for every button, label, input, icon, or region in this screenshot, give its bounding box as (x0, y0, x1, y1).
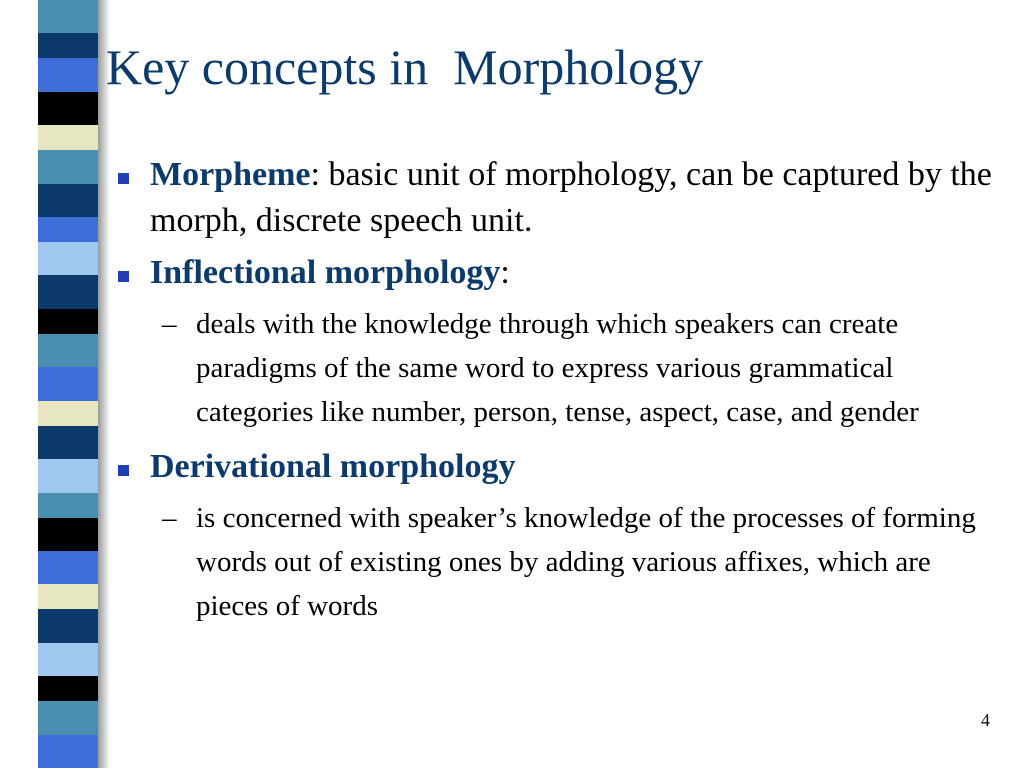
bullet-term: Inflectional morphology (150, 254, 501, 291)
decorative-color-strip (38, 0, 98, 768)
sub-item-text: deals with the knowledge through which speakers can create paradigms of the same word to express various grammatical categories like number, person, tense, aspect, case, and gender (196, 308, 919, 428)
strip-block (38, 493, 98, 518)
strip-block (38, 701, 98, 734)
strip-block (38, 367, 98, 400)
sub-item-inflectional (112, 302, 992, 434)
strip-block (38, 92, 98, 125)
strip-block (38, 735, 98, 768)
bullet-term: Derivational morphology (150, 448, 516, 485)
slide-title: Key concepts in Morphology (106, 39, 704, 95)
strip-block (38, 676, 98, 701)
strip-block (38, 217, 98, 242)
bullet-term: Morpheme (150, 156, 311, 193)
strip-block (38, 150, 98, 183)
bullet-separator: : (500, 254, 510, 291)
strip-block (38, 551, 98, 584)
sub-item-text: is concerned with speaker’s knowledge of the processes of forming words out of existing ones by adding various affixes, which are pieces of words (196, 502, 976, 622)
strip-shadow (98, 0, 110, 768)
strip-block (38, 518, 98, 551)
dash-bullet-icon: – (162, 502, 177, 534)
strip-block (38, 309, 98, 334)
strip-block (38, 459, 98, 492)
strip-block (38, 33, 98, 58)
strip-block (38, 242, 98, 275)
sub-item-derivational (112, 496, 992, 628)
square-bullet-icon (118, 271, 129, 282)
slide-body (112, 152, 992, 638)
strip-block (38, 275, 98, 308)
strip-block (38, 334, 98, 367)
strip-block (38, 643, 98, 676)
strip-block (38, 58, 98, 91)
strip-block (38, 609, 98, 642)
page-number: 4 (981, 710, 990, 730)
bullet-text: basic unit of morphology, can be captured by the morph, discrete speech unit. (150, 156, 992, 239)
bullet-item-inflectional (112, 250, 992, 296)
square-bullet-icon (118, 465, 129, 476)
square-bullet-icon (118, 173, 129, 184)
strip-block (38, 125, 98, 150)
bullet-item-morpheme (112, 152, 992, 244)
dash-bullet-icon: – (162, 308, 177, 340)
bullet-item-derivational (112, 444, 992, 490)
strip-block (38, 401, 98, 426)
strip-block (38, 584, 98, 609)
strip-block (38, 426, 98, 459)
bullet-separator: : (310, 156, 320, 193)
strip-block (38, 184, 98, 217)
strip-block (38, 0, 98, 33)
